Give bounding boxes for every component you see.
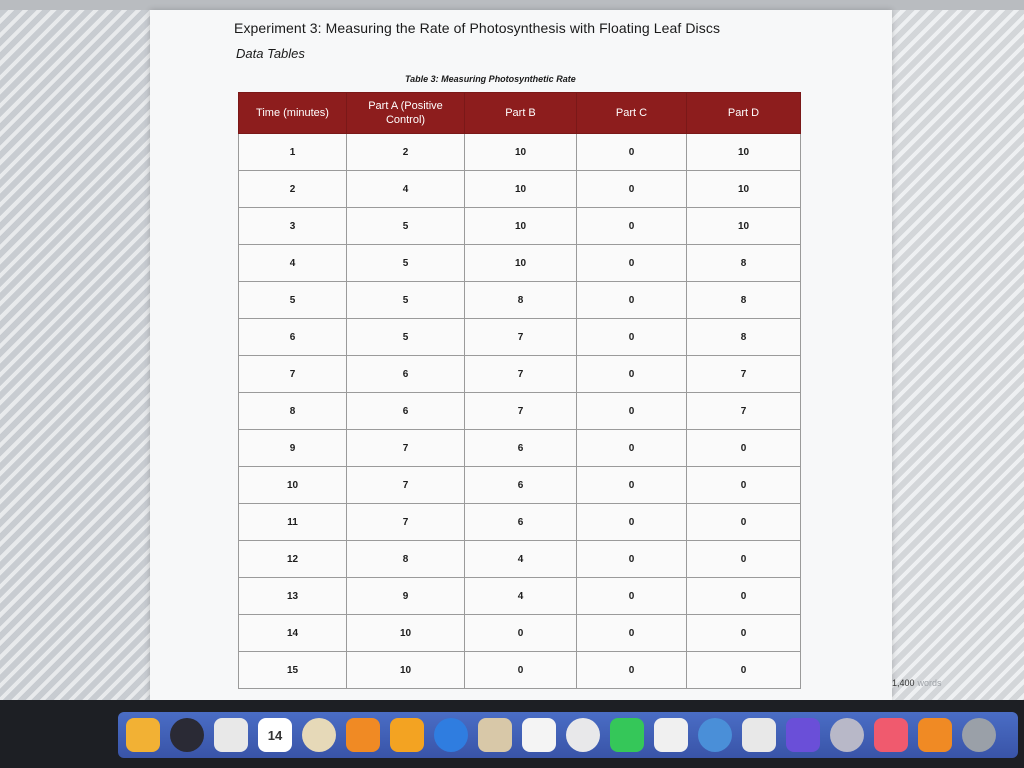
- table-cell[interactable]: 0: [577, 171, 687, 208]
- table-row: [239, 652, 801, 689]
- table-cell[interactable]: 0: [577, 430, 687, 467]
- table-row: [239, 578, 801, 615]
- maps-icon[interactable]: [302, 718, 336, 752]
- photo-booth-icon[interactable]: [830, 718, 864, 752]
- column-header: Part B: [465, 93, 577, 134]
- table-cell[interactable]: 7: [347, 430, 465, 467]
- table-row: [239, 134, 801, 171]
- dock: [118, 712, 1018, 758]
- table-cell[interactable]: 0: [687, 467, 801, 504]
- safari-icon[interactable]: [346, 718, 380, 752]
- table-row: [239, 430, 801, 467]
- table-cell[interactable]: 0: [577, 541, 687, 578]
- table-cell[interactable]: 10: [687, 208, 801, 245]
- table-cell[interactable]: 0: [687, 541, 801, 578]
- table-cell[interactable]: 0: [577, 208, 687, 245]
- table-cell[interactable]: 0: [687, 578, 801, 615]
- roblox-icon[interactable]: [522, 718, 556, 752]
- table-cell[interactable]: 8: [687, 245, 801, 282]
- table-row: [239, 467, 801, 504]
- table-row: [239, 282, 801, 319]
- table-cell[interactable]: 0: [577, 134, 687, 171]
- document-page[interactable]: [150, 10, 892, 700]
- table-cell[interactable]: 0: [465, 652, 577, 689]
- screen-time-icon[interactable]: [786, 718, 820, 752]
- column-header: Part A (Positive Control): [347, 93, 465, 134]
- calendar-icon[interactable]: 14: [258, 718, 292, 752]
- table-cell[interactable]: 13: [239, 578, 347, 615]
- table-cell[interactable]: 10: [465, 134, 577, 171]
- table-cell[interactable]: 2: [347, 134, 465, 171]
- table-cell[interactable]: 8: [687, 282, 801, 319]
- books-icon[interactable]: [434, 718, 468, 752]
- finder-icon[interactable]: [126, 718, 160, 752]
- table-row: [239, 171, 801, 208]
- table-row: [239, 319, 801, 356]
- table-cell[interactable]: 7: [347, 504, 465, 541]
- table-cell[interactable]: 10: [465, 208, 577, 245]
- numbers-icon[interactable]: [698, 718, 732, 752]
- table-cell[interactable]: 11: [239, 504, 347, 541]
- right-sidebar: [892, 10, 1024, 700]
- table-cell[interactable]: 4: [465, 578, 577, 615]
- table-cell[interactable]: 0: [577, 356, 687, 393]
- app-toolbar: [0, 0, 1024, 10]
- table-cell[interactable]: 0: [687, 615, 801, 652]
- facetime-icon[interactable]: [610, 718, 644, 752]
- table-cell[interactable]: 5: [239, 282, 347, 319]
- table-row: [239, 615, 801, 652]
- system-prefs-icon[interactable]: [962, 718, 996, 752]
- table-cell[interactable]: 0: [577, 282, 687, 319]
- table-cell[interactable]: 4: [347, 171, 465, 208]
- table-row: [239, 356, 801, 393]
- table-row: [239, 245, 801, 282]
- table-cell[interactable]: 0: [577, 245, 687, 282]
- column-header: Part C: [577, 93, 687, 134]
- appstore-icon[interactable]: [918, 718, 952, 752]
- table-cell[interactable]: 0: [577, 615, 687, 652]
- table-cell[interactable]: 5: [347, 245, 465, 282]
- table-row: [239, 504, 801, 541]
- launchpad-icon[interactable]: [170, 718, 204, 752]
- table-cell[interactable]: 8: [465, 282, 577, 319]
- table-cell[interactable]: 4: [239, 245, 347, 282]
- music-icon[interactable]: [874, 718, 908, 752]
- table-row: [239, 393, 801, 430]
- table-cell[interactable]: 10: [687, 171, 801, 208]
- photos-icon[interactable]: [478, 718, 512, 752]
- word-count: [892, 678, 942, 688]
- table-cell[interactable]: 1: [239, 134, 347, 171]
- photos-app-icon[interactable]: [654, 718, 688, 752]
- table-body: [239, 134, 801, 689]
- messages-icon[interactable]: [390, 718, 424, 752]
- table-cell[interactable]: 0: [577, 578, 687, 615]
- table-cell[interactable]: 8: [687, 319, 801, 356]
- table-cell[interactable]: 10: [687, 134, 801, 171]
- table-cell[interactable]: 0: [577, 467, 687, 504]
- table-cell[interactable]: 7: [347, 467, 465, 504]
- table-cell[interactable]: 6: [465, 430, 577, 467]
- column-header: Time (minutes): [239, 93, 347, 134]
- notes-icon[interactable]: [566, 718, 600, 752]
- table-cell[interactable]: 0: [577, 319, 687, 356]
- table-cell[interactable]: 0: [465, 615, 577, 652]
- table-cell[interactable]: 10: [347, 652, 465, 689]
- table-cell[interactable]: 6: [347, 393, 465, 430]
- word-count-value: 1,400: [892, 678, 915, 688]
- keynote-icon[interactable]: [742, 718, 776, 752]
- table-cell[interactable]: 14: [239, 615, 347, 652]
- table-cell[interactable]: 12: [239, 541, 347, 578]
- table-cell[interactable]: 0: [687, 652, 801, 689]
- table-cell[interactable]: 5: [347, 282, 465, 319]
- left-sidebar: [0, 10, 150, 700]
- table-cell[interactable]: 8: [347, 541, 465, 578]
- table-cell[interactable]: 5: [347, 319, 465, 356]
- table-cell[interactable]: 15: [239, 652, 347, 689]
- table-cell[interactable]: 7: [465, 393, 577, 430]
- table-header-row: [239, 93, 801, 134]
- table-cell[interactable]: 0: [577, 393, 687, 430]
- table-cell[interactable]: 6: [347, 356, 465, 393]
- word-count-label: words: [917, 678, 942, 688]
- column-header: Part D: [687, 93, 801, 134]
- table-cell[interactable]: 6: [465, 467, 577, 504]
- table-cell[interactable]: 10: [347, 615, 465, 652]
- table-cell[interactable]: 10: [465, 245, 577, 282]
- table-cell[interactable]: 0: [577, 652, 687, 689]
- table-cell[interactable]: 7: [465, 356, 577, 393]
- table-cell[interactable]: 7: [687, 356, 801, 393]
- table-cell[interactable]: 0: [687, 430, 801, 467]
- table-cell[interactable]: 4: [465, 541, 577, 578]
- table-cell[interactable]: 2: [239, 171, 347, 208]
- table-caption: Table 3: Measuring Photosynthetic Rate: [405, 74, 576, 84]
- table-cell[interactable]: 0: [687, 504, 801, 541]
- table-cell[interactable]: 7: [239, 356, 347, 393]
- table-cell[interactable]: 7: [465, 319, 577, 356]
- table-row: [239, 541, 801, 578]
- table-cell[interactable]: 10: [465, 171, 577, 208]
- table-cell[interactable]: 6: [239, 319, 347, 356]
- document-title: Experiment 3: Measuring the Rate of Photosynthesis with Floating Leaf Discs: [234, 20, 721, 36]
- table-cell[interactable]: 6: [465, 504, 577, 541]
- table-cell[interactable]: 5: [347, 208, 465, 245]
- document-subtitle: Data Tables: [236, 46, 305, 61]
- table-cell[interactable]: 0: [577, 504, 687, 541]
- data-table[interactable]: [238, 92, 801, 689]
- table-cell[interactable]: 10: [239, 467, 347, 504]
- table-row: [239, 208, 801, 245]
- table-cell[interactable]: 7: [687, 393, 801, 430]
- table-cell[interactable]: 3: [239, 208, 347, 245]
- table-cell[interactable]: 9: [239, 430, 347, 467]
- table-cell[interactable]: 9: [347, 578, 465, 615]
- table-cell[interactable]: 8: [239, 393, 347, 430]
- chrome-icon[interactable]: [214, 718, 248, 752]
